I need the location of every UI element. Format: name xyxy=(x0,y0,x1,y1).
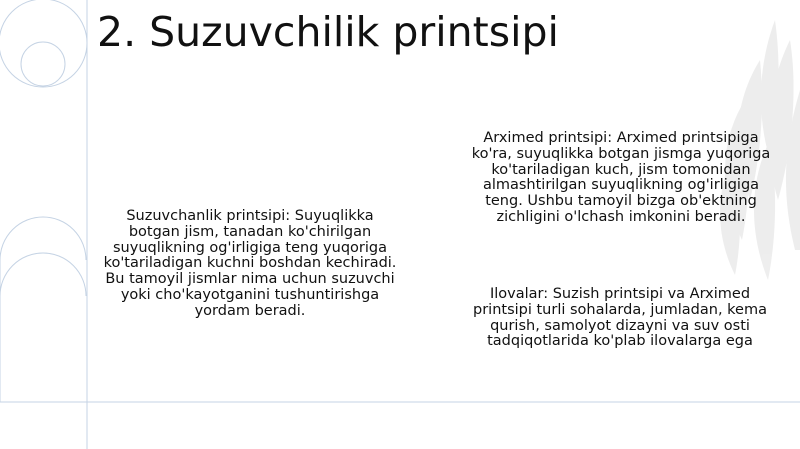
buoyancy-principle-text: Suzuvchanlik printsipi: Suyuqlikka botgan jism, tanadan ko'chirilgan suyuqlikning og'irligiga teng yuqoriga ko'tariladigan kuchni boshdan kechiradi. Bu tamoyil jismlar nima uchun suzuvchi yoki cho'kayotganini tushuntirishga yordam beradi. xyxy=(103,208,397,319)
archimedes-principle-text: Arximed printsipi: Arximed printsipiga ko'ra, suyuqlikka botgan jismga yuqoriga ko'tariladigan kuch, jism tomonidan almashtirilgan suyuqlikning og'irligiga teng. Ushbu tamoyil bizga ob'ektning zichligini o'lchash imkonini beradi. xyxy=(471,130,771,225)
slide-title: 2. Suzuvchilik printsipi xyxy=(97,8,559,56)
applications-text: Ilovalar: Suzish printsipi va Arximed printsipi turli sohalarda, jumladan, kema qurish, samolyot dizayni va suv osti tadqiqotlarida ko'plab ilovalarga ega xyxy=(473,286,767,350)
